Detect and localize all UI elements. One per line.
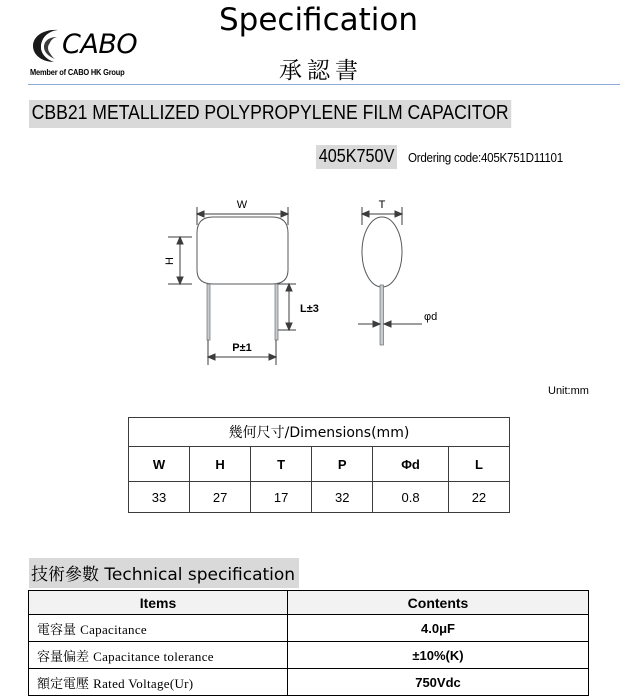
ordering-code: Ordering code:405K751D11101 — [408, 151, 563, 165]
spec-content-cell: ±10%(K) — [288, 642, 589, 669]
dim-header-cell: W — [129, 447, 190, 482]
table-row — [129, 482, 510, 513]
dimension-label-w: W — [236, 199, 248, 211]
spec-item-en: Capacitance — [80, 621, 147, 637]
dim-value-cell: 22 — [448, 482, 509, 513]
spec-item-en: Capacitance tolerance — [93, 648, 214, 664]
tech-spec-heading — [29, 558, 299, 588]
spec-item-cell — [29, 615, 288, 642]
spec-header-items: Items — [29, 591, 288, 615]
part-code: 405K750V — [316, 145, 397, 169]
capacitor-outline-drawing — [160, 195, 520, 395]
dimension-label-l: L±3 — [300, 303, 319, 315]
spec-content-cell: 4.0μF — [288, 615, 589, 642]
spec-header-contents: Contents — [288, 591, 589, 615]
table-row — [29, 642, 589, 669]
dim-header-cell: L — [448, 447, 509, 482]
table-row — [29, 669, 589, 696]
dimensions-table-caption: 幾何尺寸/Dimensions(mm) — [129, 418, 510, 447]
spec-item-cjk: 額定電壓 — [37, 676, 94, 692]
part-code-line — [316, 145, 575, 169]
tech-spec-heading-text: 技術參數 Technical specification — [29, 558, 299, 588]
document-header — [0, 0, 637, 92]
dim-value-cell: 33 — [129, 482, 190, 513]
dim-value-cell: 27 — [190, 482, 251, 513]
unit-note: Unit:mm — [548, 385, 589, 397]
spec-item-cjk: 容量偏差 — [37, 649, 94, 665]
table-row — [129, 447, 510, 482]
dim-header-cell: T — [251, 447, 312, 482]
product-title-banner — [29, 100, 577, 128]
page-title: Specification — [218, 2, 419, 38]
dimension-label-phi-d: φd — [424, 311, 438, 323]
tech-spec-table — [28, 590, 589, 696]
spec-item-cjk: 電容量 — [37, 622, 81, 638]
dimensions-table — [128, 417, 510, 513]
spec-item-en: Rated Voltage(Ur) — [93, 675, 194, 691]
dimension-label-t: T — [378, 199, 386, 211]
spec-item-cell — [29, 669, 288, 696]
dim-header-cell: H — [190, 447, 251, 482]
dim-value-cell: 32 — [312, 482, 373, 513]
dim-header-cell: Φd — [373, 447, 449, 482]
table-row — [129, 418, 510, 447]
page-title-cjk: 承認書 — [279, 58, 363, 84]
dim-header-cell: P — [312, 447, 373, 482]
product-title-text: CBB21 METALLIZED POLYPROPYLENE FILM CAPACITOR — [29, 100, 511, 128]
dimension-label-p: P±1 — [232, 342, 252, 354]
dimension-label-h: H — [164, 257, 176, 265]
dim-value-cell: 17 — [251, 482, 312, 513]
logo-tagline: Member of CABO HK Group — [30, 68, 125, 77]
spec-content-cell: 750Vdc — [288, 669, 589, 696]
logo-wordmark: CABO — [62, 29, 138, 60]
spec-item-cell — [29, 642, 288, 669]
table-row — [29, 615, 589, 642]
table-header-row — [29, 591, 589, 615]
dim-value-cell: 0.8 — [373, 482, 449, 513]
header-divider — [28, 84, 620, 85]
